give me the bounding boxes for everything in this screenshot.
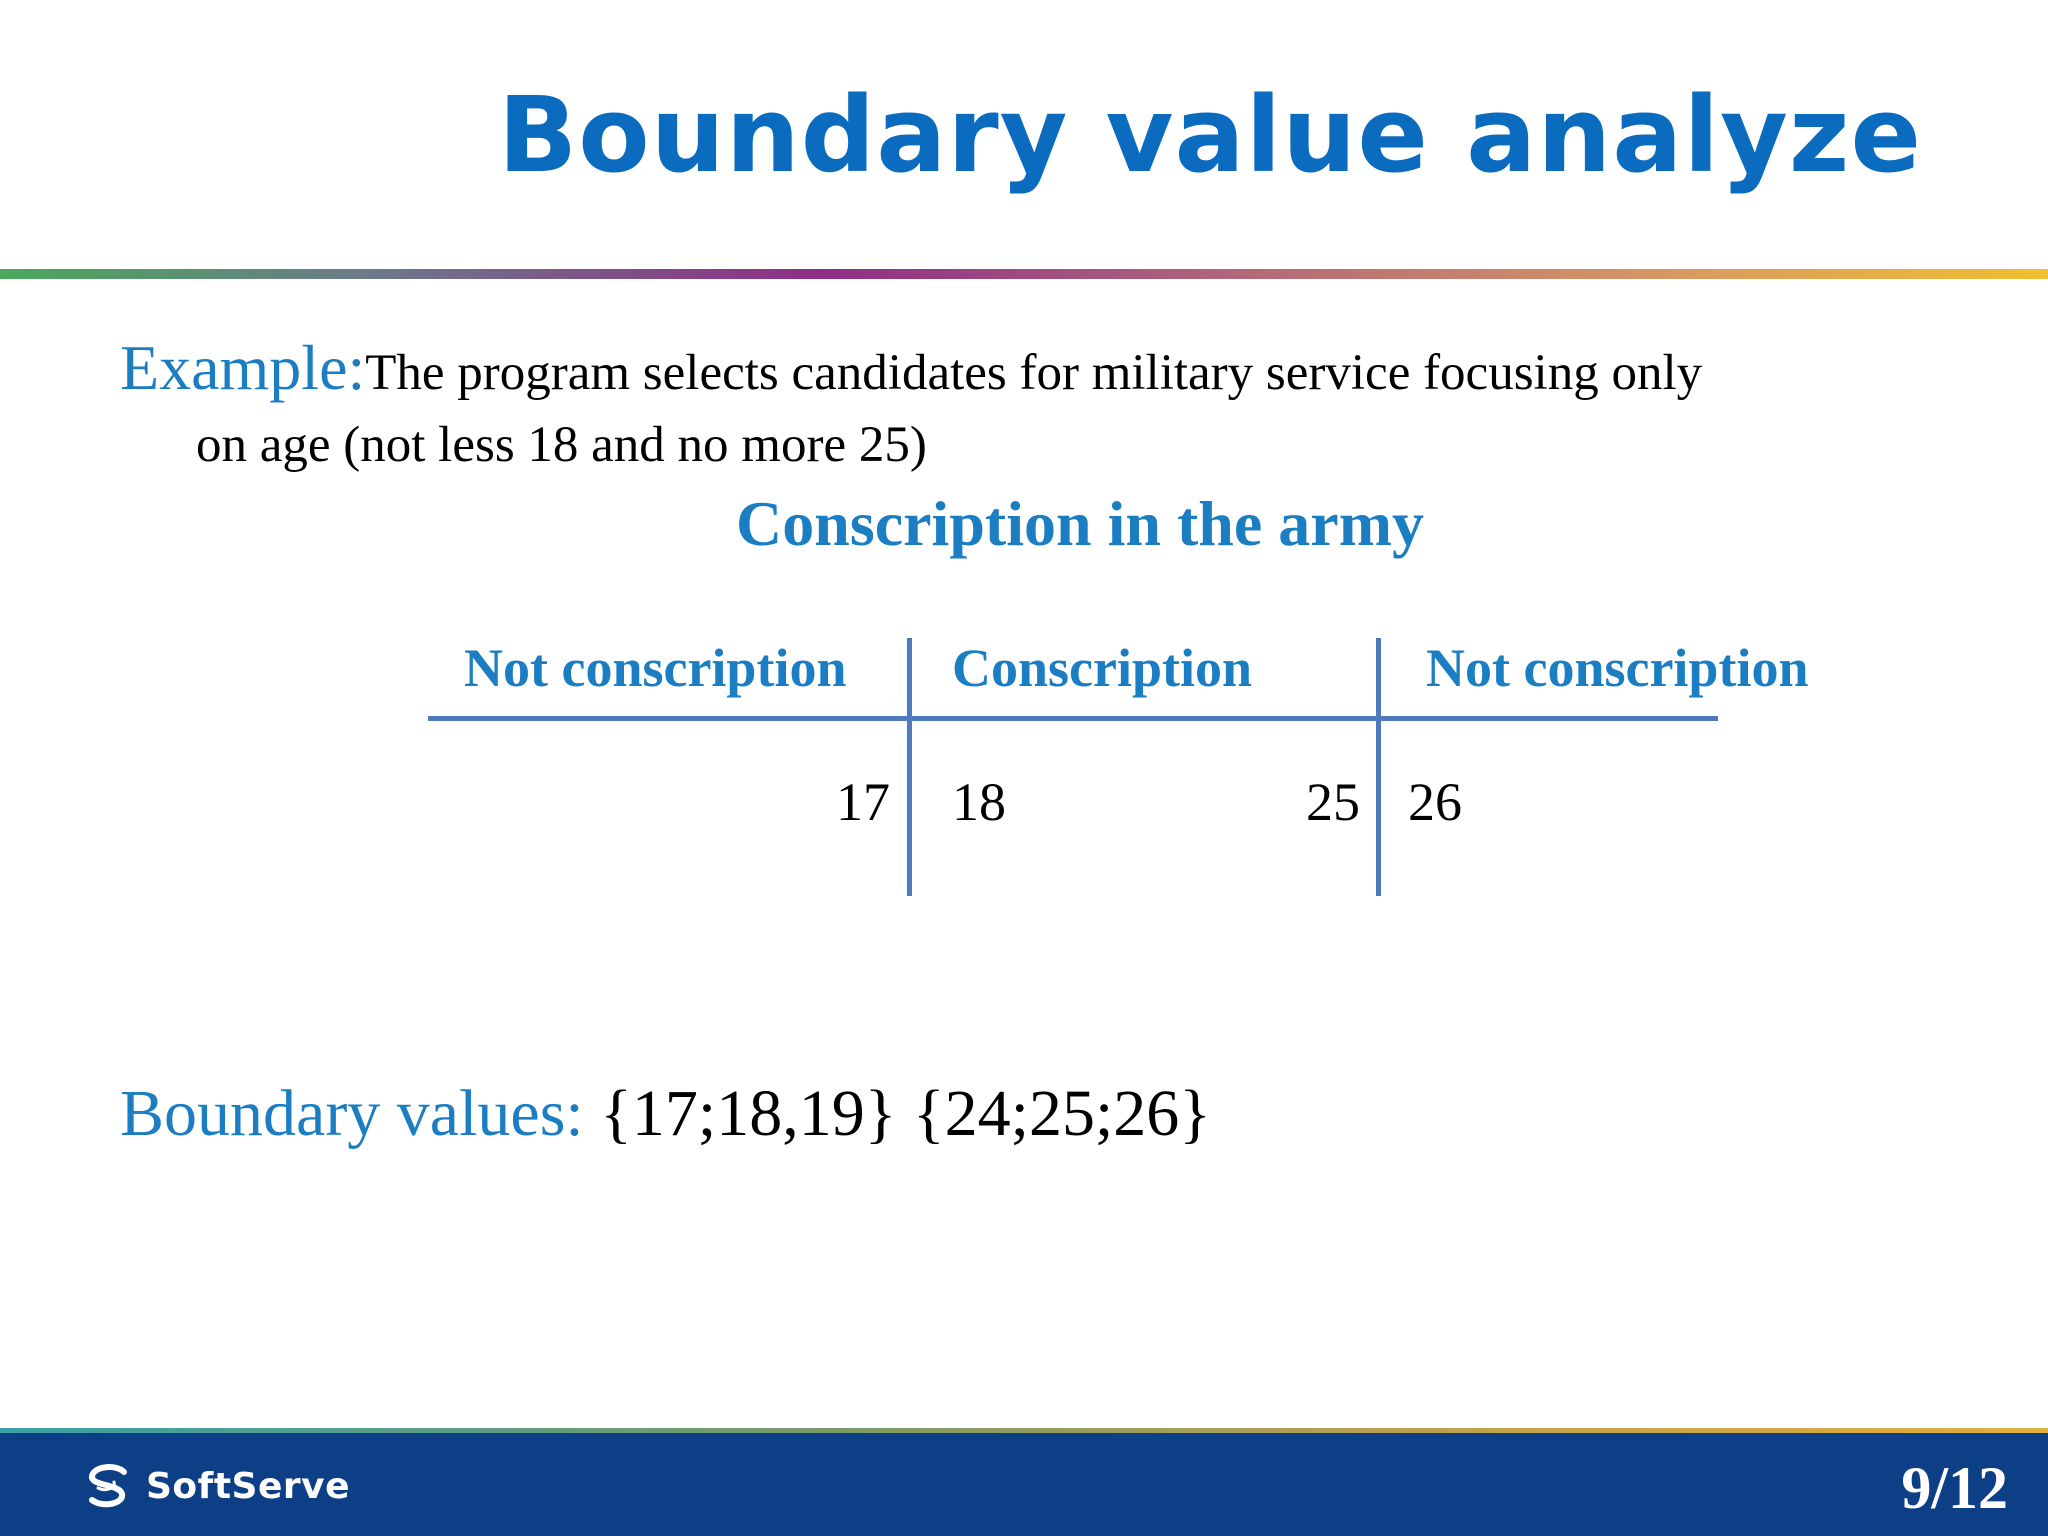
diagram-subtitle: Conscription in the army xyxy=(736,488,1424,559)
header-gradient-divider xyxy=(0,269,2048,279)
softserve-logo-icon xyxy=(80,1458,136,1514)
boundary-values-list: {17;18,19} {24;25;26} xyxy=(583,1077,1211,1150)
brand-name: SoftServe xyxy=(146,1465,351,1507)
zone-label-below-range: Not conscription xyxy=(464,638,847,698)
example-text-line1: The program selects candidates for military service focusing only xyxy=(365,345,1703,401)
diagram-divider-lower-boundary xyxy=(907,638,912,896)
example-label: Example: xyxy=(120,332,366,403)
slide-title: Boundary value analyze xyxy=(497,74,1922,196)
age-value-26: 26 xyxy=(1408,772,1462,832)
age-value-18: 18 xyxy=(952,772,1006,832)
diagram-divider-upper-boundary xyxy=(1376,638,1381,896)
page-number: 9/12 xyxy=(1901,1455,2008,1521)
age-value-25: 25 xyxy=(1306,772,1360,832)
age-value-17: 17 xyxy=(836,772,890,832)
footer-accent-line xyxy=(0,1428,2048,1433)
diagram-horizontal-axis xyxy=(428,716,1718,721)
example-paragraph xyxy=(120,332,1960,481)
boundary-values-line xyxy=(120,1070,1211,1158)
boundary-values-label: Boundary values: xyxy=(120,1077,584,1150)
softserve-logo xyxy=(80,1458,350,1514)
example-text-line2: on age (not less 18 and no more 25) xyxy=(196,417,927,473)
zone-label-in-range: Conscription xyxy=(952,638,1253,698)
zone-label-above-range: Not conscription xyxy=(1426,638,1809,698)
